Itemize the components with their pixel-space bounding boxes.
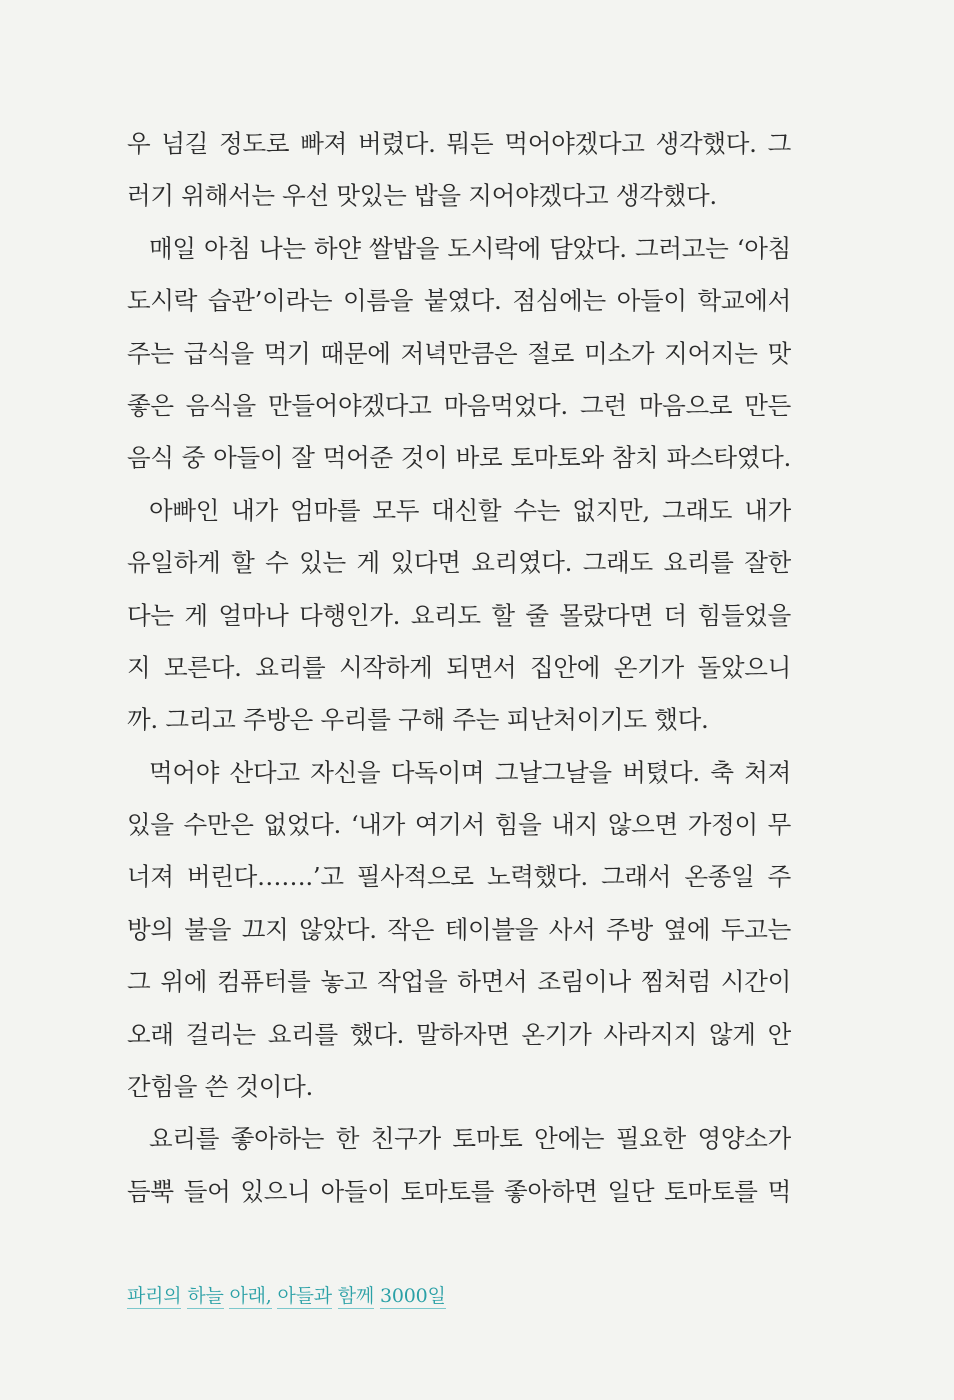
text-line: 좋은 음식을 만들어야겠다고 마음먹었다. 그런 마음으로 만든 [127,390,791,420]
text-line: 유일하게 할 수 있는 게 있다면 요리였다. 그래도 요리를 잘한 [127,548,791,578]
book-title-footer [127,1281,446,1308]
text-line: 요리를 좋아하는 한 친구가 토마토 안에는 필요한 영양소가 [149,1124,791,1154]
text-line: 도시락 습관’이라는 이름을 붙였다. 점심에는 아들이 학교에서 [127,286,791,316]
text-line: 있을 수만은 없었다. ‘내가 여기서 힘을 내지 않으면 가정이 무 [127,810,791,840]
text-line: 아빠인 내가 엄마를 모두 대신할 수는 없지만, 그래도 내가 [149,495,791,525]
text-line: 매일 아침 나는 하얀 쌀밥을 도시락에 담았다. 그러고는 ‘아침 [149,233,791,263]
text-line: 주는 급식을 먹기 때문에 저녁만큼은 절로 미소가 지어지는 맛 [127,338,791,368]
text-line: 음식 중 아들이 잘 먹어준 것이 바로 토마토와 참치 파스타였다. [127,443,791,473]
text-line: 지 모른다. 요리를 시작하게 되면서 집안에 온기가 돌았으니 [127,652,791,682]
book-title-word: 3000일 [379,1285,446,1307]
text-line: 그 위에 컴퓨터를 놓고 작업을 하면서 조림이나 찜처럼 시간이 [127,967,791,997]
book-title-word: 아들과 [277,1285,332,1307]
text-line: 너져 버린다…….’고 필사적으로 노력했다. 그래서 온종일 주 [127,862,791,892]
text-line: 먹어야 산다고 자신을 다독이며 그날그날을 버텼다. 축 처져 [149,757,791,787]
book-title-word: 파리의 [127,1285,182,1307]
text-line: 까. 그리고 주방은 우리를 구해 주는 피난처이기도 했다. [127,705,709,735]
text-line: 듬뿍 들어 있으니 아들이 토마토를 좋아하면 일단 토마토를 먹 [127,1176,791,1206]
text-line: 다는 게 얼마나 다행인가. 요리도 할 줄 몰랐다면 더 힘들었을 [127,600,791,630]
text-line: 우 넘길 정도로 빠져 버렸다. 뭐든 먹어야겠다고 생각했다. 그 [127,129,791,158]
text-line: 간힘을 쓴 것이다. [127,1072,314,1102]
book-title-word: 함께 [337,1285,375,1307]
text-line: 오래 걸리는 요리를 했다. 말하자면 온기가 사라지지 않게 안 [127,1019,791,1049]
body-text [127,118,791,1218]
text-line: 방의 불을 끄지 않았다. 작은 테이블을 사서 주방 옆에 두고는 [127,914,791,944]
book-title-word: 하늘 [187,1285,224,1307]
text-line: 러기 위해서는 우선 맛있는 밥을 지어야겠다고 생각했다. [127,181,717,211]
book-title-word: 아래, [229,1285,272,1307]
